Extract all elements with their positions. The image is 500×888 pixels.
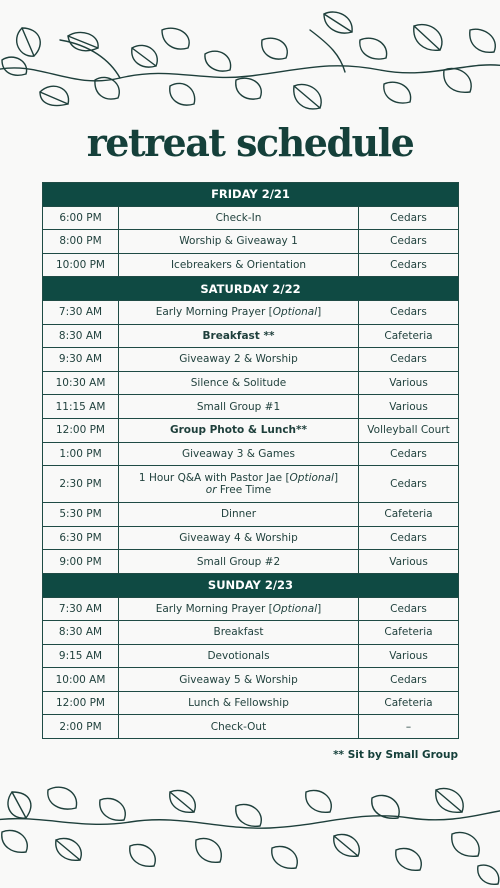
event-time: 6:30 PM — [43, 526, 119, 550]
event-location: Cafeteria — [359, 621, 459, 645]
event-activity — [119, 348, 359, 372]
event-time: 2:30 PM — [43, 466, 119, 503]
event-activity — [119, 691, 359, 715]
event-activity — [119, 442, 359, 466]
schedule-row — [43, 691, 459, 715]
schedule-row — [43, 253, 459, 277]
activity-text: Dinner — [220, 508, 257, 521]
schedule-row — [43, 206, 459, 230]
activity-text: Optional — [289, 472, 334, 485]
activity-text: Breakfast — [213, 626, 264, 639]
event-time: 9:15 AM — [43, 644, 119, 668]
event-activity — [119, 668, 359, 692]
day-header-row — [43, 183, 459, 207]
activity-text: Silence & Solitude — [190, 377, 287, 390]
activity-text: 1 Hour Q&A with Pastor Jae [ — [138, 472, 290, 485]
event-activity — [119, 230, 359, 254]
event-activity — [119, 300, 359, 324]
schedule-row — [43, 597, 459, 621]
event-activity — [119, 597, 359, 621]
event-time: 7:30 AM — [43, 300, 119, 324]
day-header-row — [43, 277, 459, 301]
event-location: Cedars — [359, 206, 459, 230]
event-time: 11:15 AM — [43, 395, 119, 419]
event-activity — [119, 418, 359, 442]
event-activity — [119, 395, 359, 419]
event-time: 6:00 PM — [43, 206, 119, 230]
activity-text: Optional — [272, 306, 318, 319]
activity-text: Early Morning Prayer [ — [155, 306, 273, 319]
event-time: 10:30 AM — [43, 371, 119, 395]
event-location: – — [359, 715, 459, 739]
event-time: 7:30 AM — [43, 597, 119, 621]
vine-decoration-bottom — [0, 770, 500, 888]
page-title: retreat schedule — [86, 120, 414, 165]
schedule-row — [43, 526, 459, 550]
event-location: Volleyball Court — [359, 418, 459, 442]
activity-text: Giveaway 3 & Games — [181, 447, 295, 460]
event-location: Cedars — [359, 300, 459, 324]
schedule-row — [43, 348, 459, 372]
event-time: 9:00 PM — [43, 550, 119, 574]
activity-text: ] — [317, 306, 322, 319]
schedule-row — [43, 442, 459, 466]
event-location: Various — [359, 550, 459, 574]
activity-text: Worship & Giveaway 1 — [179, 235, 298, 248]
event-activity — [119, 715, 359, 739]
activity-text: Small Group #1 — [196, 400, 281, 413]
vine-decoration-top — [0, 0, 500, 125]
event-location: Various — [359, 395, 459, 419]
schedule-row — [43, 644, 459, 668]
schedule-row — [43, 466, 459, 503]
activity-text: Check-In — [215, 211, 262, 224]
footnote: ** Sit by Small Group — [333, 749, 458, 761]
activity-text: Check-Out — [210, 720, 267, 733]
activity-text: Free Time — [216, 484, 272, 497]
event-location: Cafeteria — [359, 503, 459, 527]
event-location: Cedars — [359, 526, 459, 550]
activity-text: Breakfast ** — [202, 329, 275, 342]
event-location: Cedars — [359, 230, 459, 254]
day-header: SUNDAY 2/23 — [43, 573, 459, 597]
activity-text: Giveaway 5 & Worship — [179, 673, 298, 686]
activity-text: ] — [317, 602, 322, 615]
event-activity — [119, 466, 359, 503]
schedule-row — [43, 418, 459, 442]
event-location: Cafeteria — [359, 324, 459, 348]
event-time: 8:30 AM — [43, 621, 119, 645]
event-time: 10:00 AM — [43, 668, 119, 692]
schedule-row — [43, 621, 459, 645]
event-location: Cedars — [359, 253, 459, 277]
event-time: 1:00 PM — [43, 442, 119, 466]
day-header: SATURDAY 2/22 — [43, 277, 459, 301]
schedule-row — [43, 230, 459, 254]
activity-text: Optional — [272, 602, 318, 615]
event-activity — [119, 253, 359, 277]
event-time: 12:00 PM — [43, 418, 119, 442]
event-location: Cedars — [359, 466, 459, 503]
activity-text: Early Morning Prayer [ — [155, 602, 273, 615]
event-time: 8:00 PM — [43, 230, 119, 254]
activity-text: Lunch & Fellowship — [188, 697, 289, 710]
event-location: Cedars — [359, 442, 459, 466]
event-time: 5:30 PM — [43, 503, 119, 527]
event-location: Cedars — [359, 348, 459, 372]
schedule-row — [43, 395, 459, 419]
event-location: Various — [359, 371, 459, 395]
event-activity — [119, 206, 359, 230]
event-time: 12:00 PM — [43, 691, 119, 715]
event-activity — [119, 550, 359, 574]
activity-text: Giveaway 4 & Worship — [179, 532, 298, 545]
event-time: 2:00 PM — [43, 715, 119, 739]
schedule-row — [43, 668, 459, 692]
event-activity — [119, 621, 359, 645]
schedule-row — [43, 300, 459, 324]
schedule-row — [43, 371, 459, 395]
schedule-row — [43, 715, 459, 739]
event-time: 10:00 PM — [43, 253, 119, 277]
event-location: Cafeteria — [359, 691, 459, 715]
event-activity — [119, 503, 359, 527]
activity-text: or — [205, 484, 217, 497]
activity-text: Devotionals — [207, 649, 270, 662]
event-activity — [119, 324, 359, 348]
event-activity — [119, 526, 359, 550]
event-time: 9:30 AM — [43, 348, 119, 372]
schedule-row — [43, 550, 459, 574]
event-location: Various — [359, 644, 459, 668]
schedule-row — [43, 324, 459, 348]
event-location: Cedars — [359, 597, 459, 621]
activity-text: Icebreakers & Orientation — [170, 259, 307, 272]
activity-text: Group Photo & Lunch** — [169, 424, 308, 437]
schedule-table — [42, 182, 459, 739]
activity-text: Giveaway 2 & Worship — [179, 353, 298, 366]
event-activity — [119, 644, 359, 668]
event-activity — [119, 371, 359, 395]
event-time: 8:30 AM — [43, 324, 119, 348]
day-header-row — [43, 573, 459, 597]
schedule-row — [43, 503, 459, 527]
day-header: FRIDAY 2/21 — [43, 183, 459, 207]
activity-text: ] — [333, 472, 339, 485]
activity-text: Small Group #2 — [196, 555, 281, 568]
event-location: Cedars — [359, 668, 459, 692]
